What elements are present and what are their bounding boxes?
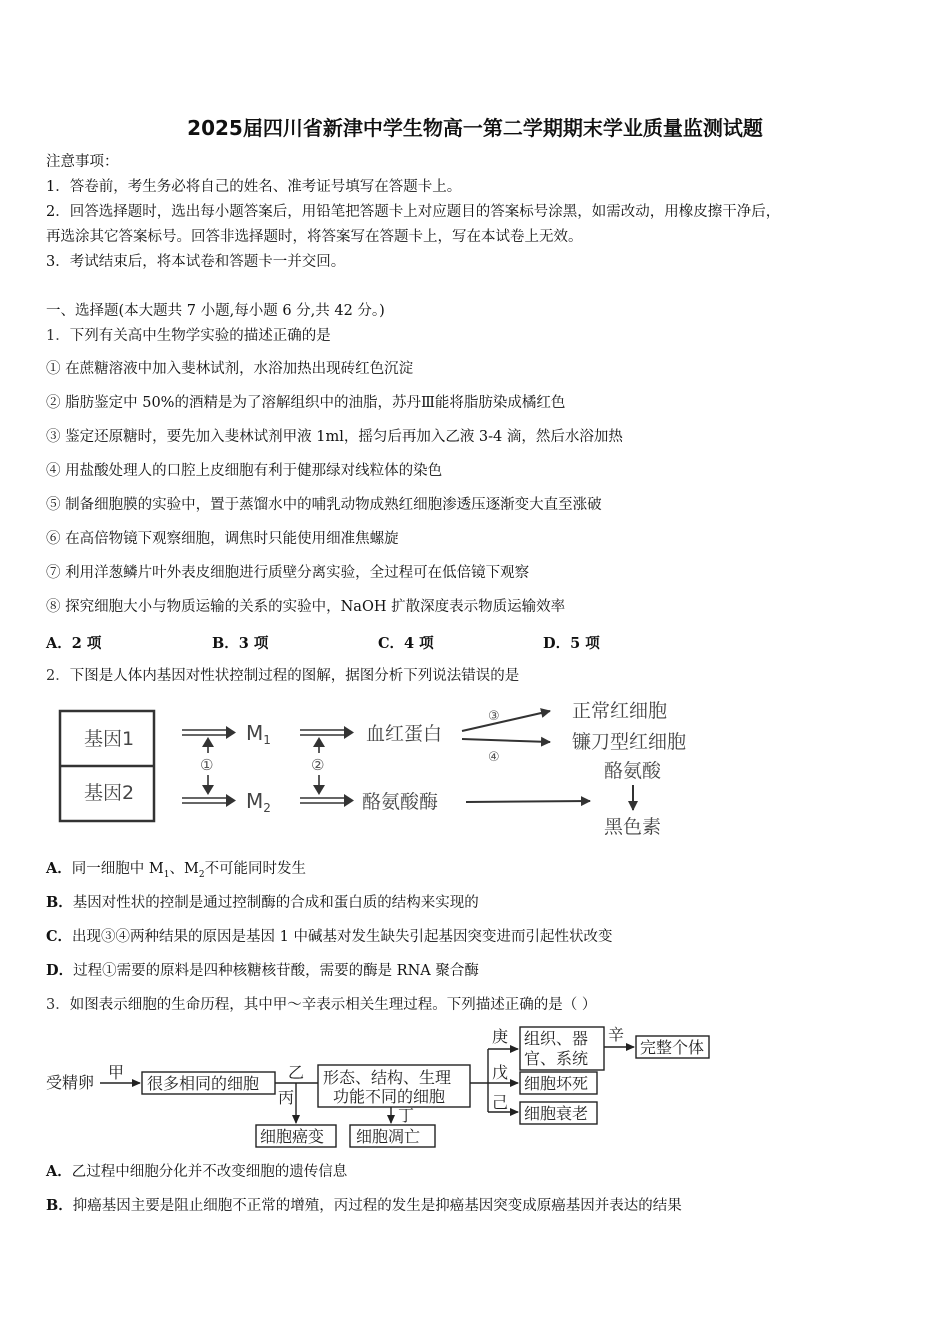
process-wu-label: 戊 xyxy=(492,1063,509,1082)
tissue-line1: 组织、器 xyxy=(524,1029,589,1048)
option-a[interactable]: A．2 项 xyxy=(46,635,102,652)
process-xin-label: 辛 xyxy=(608,1025,625,1044)
statement-8: ⑧ 探究细胞大小与物质运输的关系的实验中，NaOH 扩散深度表示物质运输效率 xyxy=(46,599,566,615)
question-1-options xyxy=(46,632,746,652)
notice-item-2-cont: 再选涂其它答案标号。回答非选择题时，将答案写在答题卡上，写在本试卷上无效。 xyxy=(46,229,583,245)
statement-5: ⑤ 制备细胞膜的实验中，置于蒸馏水中的哺乳动物成熟红细胞渗透压逐渐变大直至涨破 xyxy=(46,497,602,513)
tyrosinase-label: 酪氨酸酶 xyxy=(362,791,439,813)
organism-label: 完整个体 xyxy=(640,1038,705,1057)
aging-label: 细胞衰老 xyxy=(524,1104,589,1123)
statement-4: ④ 用盐酸处理人的口腔上皮细胞有利于健那绿对线粒体的染色 xyxy=(46,463,443,479)
q3-option-b[interactable]: B．抑癌基因主要是阻止细胞不正常的增殖，丙过程的发生是抑癌基因突变成原癌基因并表达的结果 xyxy=(46,1197,682,1214)
process-jia-label: 甲 xyxy=(108,1063,125,1082)
statement-7: ⑦ 利用洋葱鳞片叶外表皮细胞进行质壁分离实验，全过程可在低倍镜下观察 xyxy=(46,565,530,581)
q2-option-c[interactable]: C．出现③④两种结果的原因是基因 1 中碱基对发生缺失引起基因突变进而引起性状改变 xyxy=(46,928,613,945)
diff-cells-line2: 功能不同的细胞 xyxy=(333,1087,446,1106)
apoptosis-label: 细胞凋亡 xyxy=(356,1127,421,1146)
option-d[interactable]: D．5 项 xyxy=(543,635,600,652)
sickle-rbc-label: 镰刀型红细胞 xyxy=(572,731,687,753)
process-ji-label: 己 xyxy=(492,1093,509,1112)
notice-heading: 注意事项： xyxy=(46,154,119,170)
q3-option-a[interactable]: A．乙过程中细胞分化并不改变细胞的遗传信息 xyxy=(46,1163,348,1180)
option-b[interactable]: B．3 项 xyxy=(212,635,269,652)
tyrosine-label: 酪氨酸 xyxy=(604,760,662,782)
question-number: 2． xyxy=(46,668,70,684)
question-stem-text: 如图表示细胞的生命历程，其中甲～辛表示相关生理过程。下列描述正确的是（ ） xyxy=(69,997,597,1013)
process-1-label: ① xyxy=(200,756,214,774)
q2-option-a[interactable]: A．同一细胞中 $M_1$、$M_2$不可能同时发生 xyxy=(46,860,307,880)
zygote-label: 受精卵 xyxy=(46,1073,95,1092)
melanin-label: 黑色素 xyxy=(604,816,662,838)
question-stem-text: 下图是人体内基因对性状控制过程的图解，据图分析下列说法错误的是 xyxy=(69,668,520,684)
question-3-stem xyxy=(46,996,596,1014)
process-bing-label: 丙 xyxy=(278,1088,295,1107)
cell-lifecycle-diagram xyxy=(40,1020,730,1152)
cancer-label: 细胞癌变 xyxy=(260,1127,325,1146)
process-3-label: ③ xyxy=(488,709,500,724)
q2-option-b[interactable]: B．基因对性状的控制是通过控制酶的合成和蛋白质的结构来实现的 xyxy=(46,894,479,911)
process-2-label: ② xyxy=(311,756,325,774)
necrosis-label: 细胞坏死 xyxy=(524,1074,589,1093)
process-geng-label: 庚 xyxy=(492,1027,509,1046)
question-stem-text: 下列有关高中生物学实验的描述正确的是 xyxy=(69,328,331,344)
question-number: 1． xyxy=(46,328,70,344)
question-number: 3． xyxy=(46,997,70,1013)
section-heading: 一、选择题(本大题共 7 小题,每小题 6 分,共 42 分。) xyxy=(46,303,385,319)
gene-control-diagram xyxy=(50,695,720,845)
q2-option-d[interactable]: D．过程①需要的原料是四种核糖核苷酸，需要的酶是 RNA 聚合酶 xyxy=(46,962,479,979)
notice-item-3: 3．考试结束后，将本试卷和答题卡一并交回。 xyxy=(46,254,346,270)
process-4-label: ④ xyxy=(488,750,500,765)
normal-rbc-label: 正常红细胞 xyxy=(572,700,668,722)
statement-3: ③ 鉴定还原糖时，要先加入斐林试剂甲液 1ml，摇匀后再加入乙液 3-4 滴，然后水浴加热 xyxy=(46,429,623,445)
question-1-stem xyxy=(46,327,331,345)
question-2-stem xyxy=(46,667,519,685)
m1-label: $M_1$ xyxy=(246,721,271,747)
process-yi-label: 乙 xyxy=(288,1063,305,1082)
notice-item-1: 1．答卷前，考生务必将自己的姓名、准考证号填写在答题卡上。 xyxy=(46,179,462,195)
option-c[interactable]: C．4 项 xyxy=(378,635,434,652)
page-title: 2025届四川省新津中学生物高一第二学期期末学业质量监测试题 xyxy=(187,116,763,140)
tissue-line2: 官、系统 xyxy=(524,1049,589,1068)
process-ding-label: 丁 xyxy=(398,1106,415,1125)
gene-2-label: 基因2 xyxy=(84,782,135,804)
statement-1: ① 在蔗糖溶液中加入斐林试剂，水浴加热出现砖红色沉淀 xyxy=(46,361,414,377)
statement-2: ② 脂肪鉴定中 50%的酒精是为了溶解组织中的油脂，苏丹Ⅲ能将脂肪染成橘红色 xyxy=(46,395,566,411)
m2-label: $M_2$ xyxy=(246,789,271,815)
notice-item-2: 2．回答选择题时，选出每小题答案后，用铅笔把答题卡上对应题目的答案标号涂黑，如需改动，用橡皮擦干净后， xyxy=(46,204,781,220)
hemoglobin-label: 血红蛋白 xyxy=(366,723,443,745)
same-cells-label: 很多相同的细胞 xyxy=(147,1074,260,1093)
statement-6: ⑥ 在高倍物镜下观察细胞，调焦时只能使用细准焦螺旋 xyxy=(46,531,399,547)
diff-cells-line1: 形态、结构、生理 xyxy=(323,1068,452,1087)
gene-1-label: 基因1 xyxy=(84,728,135,750)
